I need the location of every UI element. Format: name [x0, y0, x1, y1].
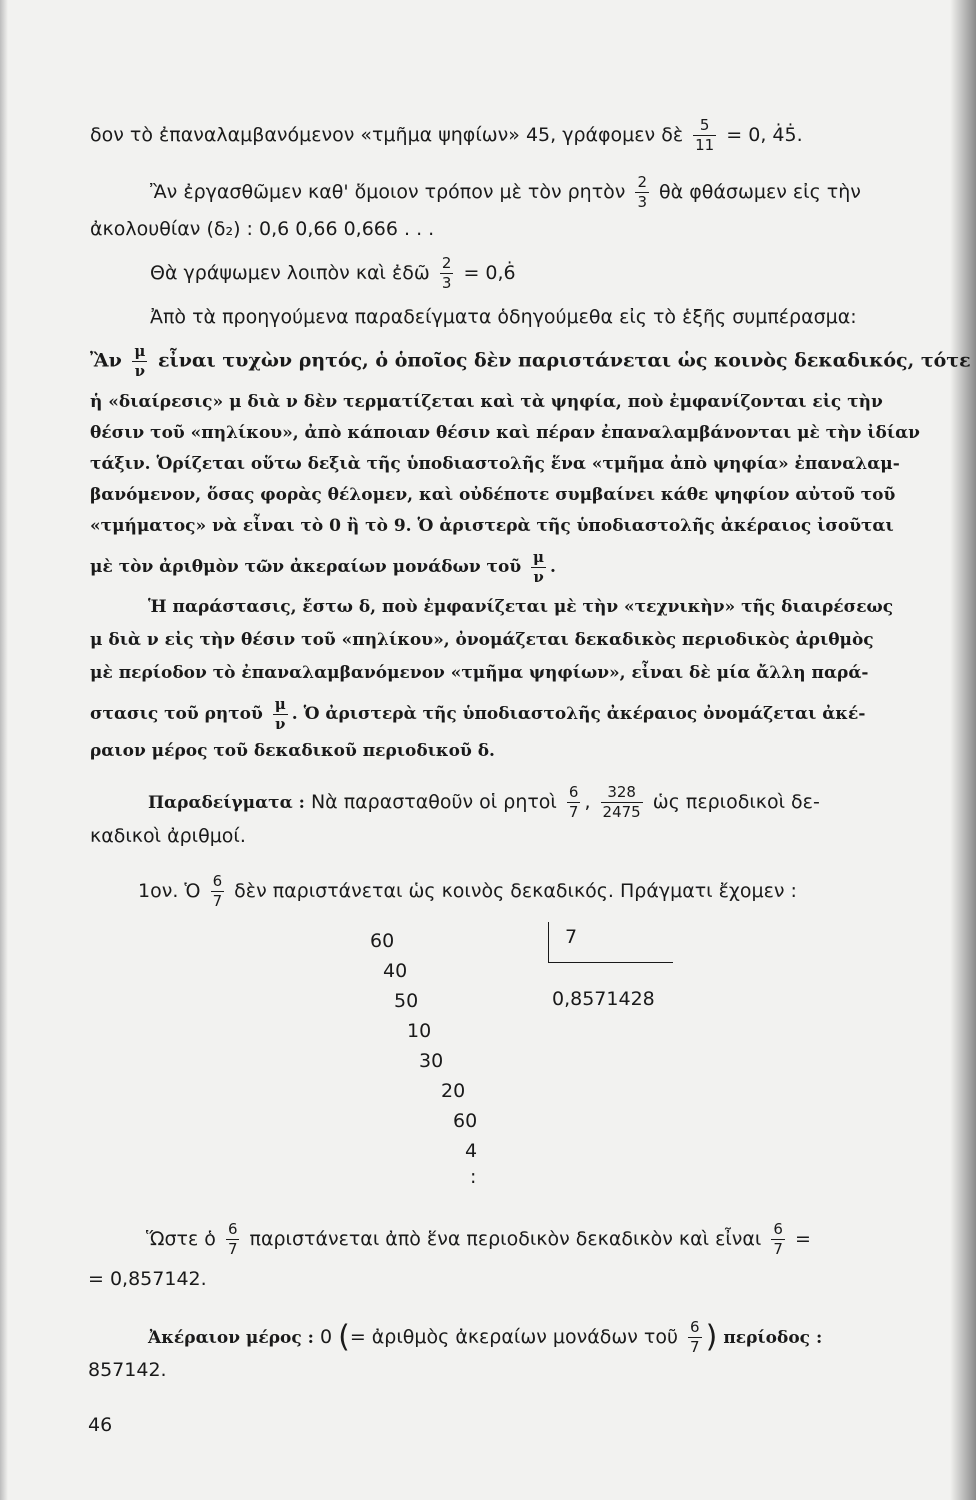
- division-step: 60: [453, 1110, 478, 1132]
- fraction-6-7-e: $\frac{6}{7}$: [690, 1318, 700, 1356]
- quotient: 0,8571428: [552, 988, 655, 1010]
- text-line-9: τάξιν. Ὁρίζεται οὕτω δεξιὰ τῆς ὑποδιαστολῆς ἕνα «τμῆμα ἀπὸ ψηφία» ἐπαναλαμ-: [90, 454, 900, 474]
- fraction-mu-nu: $\frac{\mu}{\nu}$: [134, 342, 146, 380]
- page-edge-shadow-left: [0, 0, 8, 1500]
- line-1-text: δον τὸ ἐπαναλαμβανόμενον «τμῆμα ψηφίων» 45, γράφομεν δὲ: [90, 124, 684, 146]
- page-number: 46: [88, 1414, 113, 1436]
- text-line-23: Ἀκέραιον μέρος : 0 (= ἀριθμὸς ἀκεραίων μονάδων τοῦ $\frac{6}{7}$ ) περίοδος :: [148, 1318, 823, 1356]
- integer-part-label: Ἀκέραιον μέρος :: [148, 1328, 314, 1348]
- division-vertical-rule: [548, 922, 549, 962]
- text-line-8: θέσιν τοῦ «πηλίκου», ἀπὸ κάποιαν θέσιν καὶ πέραν ἐπαναλαμβάνονται μὲ τὴν ἰδίαν: [90, 423, 920, 443]
- fraction-2-3: $\frac{2}{3}$: [637, 173, 647, 211]
- text-line-12: μὲ τὸν ἀριθμὸν τῶν ἀκεραίων μονάδων τοῦ $\frac{\mu}{\nu}$ .: [90, 548, 556, 586]
- division-step: 4: [465, 1140, 478, 1162]
- text-line-22: = 0,857142.: [88, 1268, 207, 1290]
- page-edge-shadow-right: [950, 0, 976, 1500]
- division-step: 30: [419, 1050, 444, 1072]
- text-line-16: στασις τοῦ ρητοῦ $\frac{\mu}{\nu}$ . Ὁ ἀριστερὰ τῆς ὑποδιαστολῆς ἀκέραιος ὀνομάζεται ἀκέ-: [90, 695, 866, 733]
- text-line-13: Ἡ παράστασις, ἔστω δ, ποὺ ἐμφανίζεται μὲ τὴν «τεχνικὴν» τῆς διαιρέσεως: [148, 597, 894, 617]
- division-step: 10: [407, 1020, 432, 1042]
- fraction-2-3-b: $\frac{2}{3}$: [441, 254, 452, 292]
- fraction-mu-nu-b: $\frac{\mu}{\nu}$: [533, 548, 545, 586]
- fraction-6-7-d: $\frac{6}{7}$: [773, 1220, 783, 1258]
- text-line-6: Ἂν $\frac{\mu}{\nu}$ εἶναι τυχὼν ρητός, ὁ ὁποῖος δὲν παριστάνεται ὡς κοινὸς δεκαδικός, τότε: [90, 342, 971, 380]
- period-label: περίοδος :: [723, 1328, 823, 1348]
- division-ellipsis: :: [470, 1166, 477, 1188]
- fraction-6-7-b: $\frac{6}{7}$: [212, 872, 223, 910]
- text-line-2: Ἂν ἐργασθῶμεν καθ' ὅμοιον τρόπον μὲ τὸν ρητὸν $\frac{2}{3}$ θὰ φθάσωμεν εἰς τὴν: [150, 173, 861, 211]
- text-line-4: Θὰ γράψωμεν λοιπὸν καὶ ἐδῶ $\frac{2}{3}$ = 0,6̇: [150, 254, 516, 292]
- text-line-1: [90, 118, 803, 153]
- examples-heading: Παραδείγματα :: [148, 793, 305, 813]
- text-line-3: ἀκολουθίαν (δ₂) : 0,6 0,66 0,666 . . .: [90, 218, 435, 240]
- text-line-17: ραιον μέρος τοῦ δεκαδικοῦ περιοδικοῦ δ.: [90, 741, 495, 761]
- text-line-10: βανόμενον, ὅσας φορὰς θέλομεν, καὶ οὐδέποτε συμβαίνει κάθε ψηφίον αὐτοῦ τοῦ: [90, 485, 896, 505]
- text-line-21: Ὥστε ὁ $\frac{6}{7}$ παριστάνεται ἀπὸ ἕνα περιοδικὸν δεκαδικὸν καὶ εἶναι $\frac{6}{7}$ =: [146, 1220, 811, 1258]
- text-line-5: Ἀπὸ τὰ προηγούμενα παραδείγματα ὁδηγούμεθα εἰς τὸ ἑξῆς συμπέρασμα:: [150, 306, 857, 328]
- text-line-14: μ διὰ ν εἰς τὴν θέσιν τοῦ «πηλίκου», ὀνομάζεται δεκαδικὸς περιοδικὸς ἀριθμὸς: [90, 630, 874, 650]
- division-step: 20: [441, 1080, 466, 1102]
- fraction-6-7-c: $\frac{6}{7}$: [227, 1220, 238, 1258]
- division-step: 50: [394, 990, 419, 1012]
- division-step: 60: [370, 930, 395, 952]
- fraction-6-7: $\frac{6}{7}$: [568, 783, 579, 821]
- fraction-5-11: $\frac{5}{11}$: [695, 116, 715, 154]
- division-step: 40: [383, 960, 408, 982]
- text-line-11: «τμήματος» νὰ εἶναι τὸ 0 ἢ τὸ 9. Ὁ ἀριστερὰ τῆς ὑποδιαστολῆς ἀκέραιος ἰσοῦται: [90, 516, 894, 536]
- text-line-18: Παραδείγματα : Νὰ παρασταθοῦν οἱ ρητοὶ $\frac{6}{7}$ , $\frac{328}{2475}$ ὡς περιοδικοὶ δε-: [148, 783, 820, 821]
- text-line-20: 1ον. Ὁ $\frac{6}{7}$ δὲν παριστάνεται ὡς κοινὸς δεκαδικός. Πράγματι ἔχομεν :: [138, 872, 797, 910]
- text-line-24: 857142.: [88, 1359, 167, 1381]
- line-1-result: = 0, 4̇5̇.: [726, 124, 803, 146]
- fraction-328-2475: $\frac{328}{2475}$: [602, 783, 641, 821]
- division-horizontal-rule: [548, 962, 673, 963]
- text-line-19: καδικοὶ ἀριθμοί.: [90, 825, 246, 847]
- fraction-mu-nu-c: $\frac{\mu}{\nu}$: [274, 695, 286, 733]
- text-line-15: μὲ περίοδον τὸ ἐπαναλαμβανόμενον «τμῆμα ψηφίων», εἶναι δὲ μία ἄλλη παρά-: [90, 663, 869, 683]
- text-line-7: ἡ «διαίρεσις» μ διὰ ν δὲν τερματίζεται καὶ τὰ ψηφία, ποὺ ἐμφανίζονται εἰς τὴν: [90, 392, 883, 412]
- divisor: 7: [565, 926, 578, 948]
